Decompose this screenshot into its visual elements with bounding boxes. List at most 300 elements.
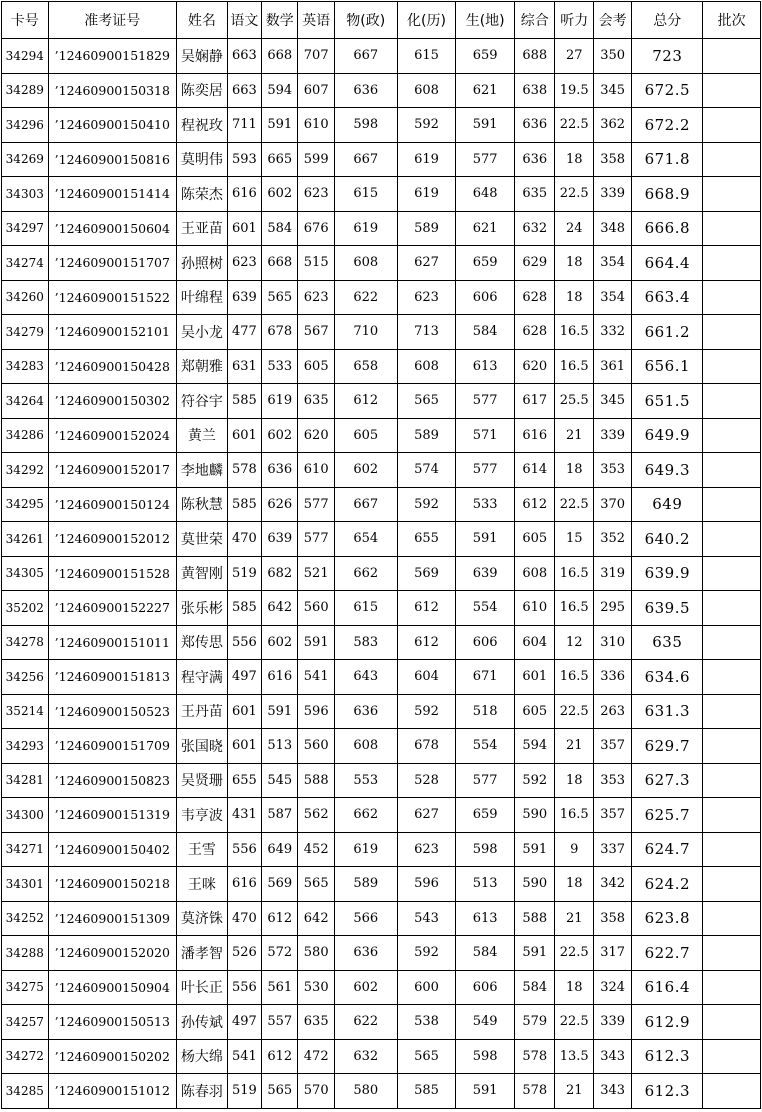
- biology-geography-score-cell: 554: [456, 591, 515, 626]
- exam-id-cell: ’12460900151829: [48, 39, 177, 74]
- math-score-cell: 665: [262, 142, 298, 177]
- total-score-cell: 639.9: [632, 556, 703, 591]
- chinese-score-cell: 593: [227, 142, 261, 177]
- card-number-cell: 34303: [2, 177, 49, 212]
- math-score-cell: 561: [262, 970, 298, 1005]
- total-score-cell: 623.8: [632, 901, 703, 936]
- total-score-cell: 639.5: [632, 591, 703, 626]
- chemistry-history-score-cell: 713: [397, 315, 456, 350]
- student-name-cell: 黄智刚: [177, 556, 228, 591]
- card-number-cell: 34272: [2, 1039, 49, 1074]
- math-score-cell: 591: [262, 108, 298, 143]
- comprehensive-score-cell: 578: [515, 1039, 555, 1074]
- biology-geography-score-cell: 584: [456, 315, 515, 350]
- proficiency-score-cell: 357: [593, 798, 631, 833]
- comprehensive-score-cell: 608: [515, 556, 555, 591]
- comprehensive-score-cell: 614: [515, 453, 555, 488]
- english-score-cell: 530: [298, 970, 334, 1005]
- chemistry-history-score-cell: 574: [397, 453, 456, 488]
- listening-score-cell: 21: [555, 1074, 593, 1109]
- listening-score-cell: 16.5: [555, 556, 593, 591]
- chemistry-history-score-cell: 538: [397, 1005, 456, 1040]
- biology-geography-score-cell: 606: [456, 280, 515, 315]
- batch-cell: [703, 73, 761, 108]
- listening-score-cell: 21: [555, 901, 593, 936]
- card-number-cell: 34264: [2, 384, 49, 419]
- chemistry-history-score-cell: 615: [397, 39, 456, 74]
- biology-geography-score-cell: 577: [456, 453, 515, 488]
- math-score-cell: 612: [262, 1039, 298, 1074]
- proficiency-score-cell: 362: [593, 108, 631, 143]
- table-row: [2, 142, 761, 177]
- total-score-cell: 671.8: [632, 142, 703, 177]
- physics-politics-score-cell: 566: [334, 901, 397, 936]
- english-score-cell: 599: [298, 142, 334, 177]
- exam-id-cell: ’12460900150202: [48, 1039, 177, 1074]
- biology-geography-score-cell: 613: [456, 349, 515, 384]
- biology-geography-score-cell: 591: [456, 522, 515, 557]
- total-score-cell: 612.3: [632, 1074, 703, 1109]
- comprehensive-score-cell: 594: [515, 729, 555, 764]
- chemistry-history-score-cell: 592: [397, 108, 456, 143]
- listening-score-cell: 16.5: [555, 349, 593, 384]
- comprehensive-score-cell: 588: [515, 901, 555, 936]
- biology-geography-score-cell: 621: [456, 73, 515, 108]
- comprehensive-score-cell: 636: [515, 142, 555, 177]
- student-name-cell: 郑传思: [177, 625, 228, 660]
- physics-politics-score-cell: 612: [334, 384, 397, 419]
- header-biology-geography: 生(地): [456, 2, 515, 39]
- listening-score-cell: 21: [555, 729, 593, 764]
- math-score-cell: 639: [262, 522, 298, 557]
- proficiency-score-cell: 339: [593, 418, 631, 453]
- math-score-cell: 513: [262, 729, 298, 764]
- listening-score-cell: 16.5: [555, 591, 593, 626]
- proficiency-score-cell: 361: [593, 349, 631, 384]
- comprehensive-score-cell: 628: [515, 280, 555, 315]
- chemistry-history-score-cell: 678: [397, 729, 456, 764]
- biology-geography-score-cell: 659: [456, 39, 515, 74]
- header-comprehensive: 综合: [515, 2, 555, 39]
- physics-politics-score-cell: 619: [334, 211, 397, 246]
- proficiency-score-cell: 324: [593, 970, 631, 1005]
- student-name-cell: 王丹苗: [177, 694, 228, 729]
- exam-id-cell: ’12460900150904: [48, 970, 177, 1005]
- batch-cell: [703, 798, 761, 833]
- math-score-cell: 565: [262, 280, 298, 315]
- proficiency-score-cell: 319: [593, 556, 631, 591]
- physics-politics-score-cell: 636: [334, 936, 397, 971]
- table-row: [2, 763, 761, 798]
- biology-geography-score-cell: 577: [456, 763, 515, 798]
- chinese-score-cell: 585: [227, 487, 261, 522]
- listening-score-cell: 16.5: [555, 315, 593, 350]
- card-number-cell: 34285: [2, 1074, 49, 1109]
- table-row: [2, 901, 761, 936]
- biology-geography-score-cell: 606: [456, 970, 515, 1005]
- header-batch: 批次: [703, 2, 761, 39]
- table-row: [2, 936, 761, 971]
- chemistry-history-score-cell: 589: [397, 418, 456, 453]
- comprehensive-score-cell: 638: [515, 73, 555, 108]
- english-score-cell: 623: [298, 280, 334, 315]
- header-card-no: 卡号: [2, 2, 49, 39]
- math-score-cell: 591: [262, 694, 298, 729]
- chinese-score-cell: 601: [227, 694, 261, 729]
- exam-id-cell: ’12460900152020: [48, 936, 177, 971]
- math-score-cell: 678: [262, 315, 298, 350]
- physics-politics-score-cell: 602: [334, 970, 397, 1005]
- biology-geography-score-cell: 598: [456, 832, 515, 867]
- physics-politics-score-cell: 615: [334, 591, 397, 626]
- math-score-cell: 572: [262, 936, 298, 971]
- exam-id-cell: ’12460900151522: [48, 280, 177, 315]
- math-score-cell: 557: [262, 1005, 298, 1040]
- card-number-cell: 34269: [2, 142, 49, 177]
- table-row: [2, 1039, 761, 1074]
- proficiency-score-cell: 295: [593, 591, 631, 626]
- table-row: [2, 453, 761, 488]
- chinese-score-cell: 631: [227, 349, 261, 384]
- card-number-cell: 34281: [2, 763, 49, 798]
- table-row: [2, 280, 761, 315]
- card-number-cell: 34300: [2, 798, 49, 833]
- physics-politics-score-cell: 662: [334, 798, 397, 833]
- english-score-cell: 562: [298, 798, 334, 833]
- card-number-cell: 34261: [2, 522, 49, 557]
- proficiency-score-cell: 345: [593, 384, 631, 419]
- batch-cell: [703, 39, 761, 74]
- batch-cell: [703, 867, 761, 902]
- proficiency-score-cell: 345: [593, 73, 631, 108]
- exam-id-cell: ’12460900151813: [48, 660, 177, 695]
- student-name-cell: 王亚苗: [177, 211, 228, 246]
- biology-geography-score-cell: 549: [456, 1005, 515, 1040]
- biology-geography-score-cell: 671: [456, 660, 515, 695]
- biology-geography-score-cell: 577: [456, 384, 515, 419]
- english-score-cell: 610: [298, 108, 334, 143]
- listening-score-cell: 19.5: [555, 73, 593, 108]
- proficiency-score-cell: 336: [593, 660, 631, 695]
- proficiency-score-cell: 263: [593, 694, 631, 729]
- score-table-body: [2, 39, 761, 1109]
- listening-score-cell: 22.5: [555, 108, 593, 143]
- physics-politics-score-cell: 662: [334, 556, 397, 591]
- listening-score-cell: 18: [555, 763, 593, 798]
- exam-id-cell: ’12460900152024: [48, 418, 177, 453]
- physics-politics-score-cell: 619: [334, 832, 397, 867]
- exam-id-cell: ’12460900151528: [48, 556, 177, 591]
- math-score-cell: 682: [262, 556, 298, 591]
- table-row: [2, 177, 761, 212]
- table-row: [2, 660, 761, 695]
- chinese-score-cell: 497: [227, 1005, 261, 1040]
- student-name-cell: 李地麟: [177, 453, 228, 488]
- comprehensive-score-cell: 579: [515, 1005, 555, 1040]
- proficiency-score-cell: 337: [593, 832, 631, 867]
- total-score-cell: 625.7: [632, 798, 703, 833]
- chinese-score-cell: 497: [227, 660, 261, 695]
- student-name-cell: 吴娴静: [177, 39, 228, 74]
- table-row: [2, 729, 761, 764]
- student-name-cell: 张国晓: [177, 729, 228, 764]
- batch-cell: [703, 1074, 761, 1109]
- comprehensive-score-cell: 590: [515, 798, 555, 833]
- proficiency-score-cell: 310: [593, 625, 631, 660]
- table-row: [2, 694, 761, 729]
- chinese-score-cell: 655: [227, 763, 261, 798]
- table-row: [2, 349, 761, 384]
- chemistry-history-score-cell: 623: [397, 832, 456, 867]
- card-number-cell: 34275: [2, 970, 49, 1005]
- biology-geography-score-cell: 554: [456, 729, 515, 764]
- english-score-cell: 610: [298, 453, 334, 488]
- english-score-cell: 567: [298, 315, 334, 350]
- chemistry-history-score-cell: 565: [397, 1039, 456, 1074]
- chinese-score-cell: 477: [227, 315, 261, 350]
- batch-cell: [703, 694, 761, 729]
- biology-geography-score-cell: 577: [456, 142, 515, 177]
- physics-politics-score-cell: 654: [334, 522, 397, 557]
- batch-cell: [703, 556, 761, 591]
- batch-cell: [703, 384, 761, 419]
- header-row: [2, 2, 761, 39]
- total-score-cell: 634.6: [632, 660, 703, 695]
- physics-politics-score-cell: 608: [334, 729, 397, 764]
- listening-score-cell: 18: [555, 280, 593, 315]
- chemistry-history-score-cell: 565: [397, 384, 456, 419]
- proficiency-score-cell: 342: [593, 867, 631, 902]
- header-chemistry-history: 化(历): [397, 2, 456, 39]
- english-score-cell: 541: [298, 660, 334, 695]
- exam-id-cell: ’12460900150523: [48, 694, 177, 729]
- listening-score-cell: 16.5: [555, 660, 593, 695]
- english-score-cell: 521: [298, 556, 334, 591]
- comprehensive-score-cell: 591: [515, 832, 555, 867]
- listening-score-cell: 9: [555, 832, 593, 867]
- table-row: [2, 625, 761, 660]
- chemistry-history-score-cell: 627: [397, 246, 456, 281]
- chinese-score-cell: 526: [227, 936, 261, 971]
- chemistry-history-score-cell: 543: [397, 901, 456, 936]
- batch-cell: [703, 591, 761, 626]
- biology-geography-score-cell: 533: [456, 487, 515, 522]
- chinese-score-cell: 663: [227, 39, 261, 74]
- chemistry-history-score-cell: 592: [397, 487, 456, 522]
- listening-score-cell: 18: [555, 867, 593, 902]
- chinese-score-cell: 556: [227, 970, 261, 1005]
- listening-score-cell: 18: [555, 142, 593, 177]
- batch-cell: [703, 970, 761, 1005]
- physics-politics-score-cell: 667: [334, 142, 397, 177]
- header-name: 姓名: [177, 2, 228, 39]
- header-physics-politics: 物(政): [334, 2, 397, 39]
- math-score-cell: 668: [262, 246, 298, 281]
- proficiency-score-cell: 339: [593, 1005, 631, 1040]
- biology-geography-score-cell: 639: [456, 556, 515, 591]
- total-score-cell: 656.1: [632, 349, 703, 384]
- math-score-cell: 533: [262, 349, 298, 384]
- header-math: 数学: [262, 2, 298, 39]
- batch-cell: [703, 108, 761, 143]
- english-score-cell: 452: [298, 832, 334, 867]
- exam-id-cell: ’12460900150513: [48, 1005, 177, 1040]
- student-name-cell: 叶长正: [177, 970, 228, 1005]
- total-score-cell: 649.9: [632, 418, 703, 453]
- exam-id-cell: ’12460900150218: [48, 867, 177, 902]
- biology-geography-score-cell: 571: [456, 418, 515, 453]
- total-score-cell: 723: [632, 39, 703, 74]
- comprehensive-score-cell: 605: [515, 694, 555, 729]
- english-score-cell: 642: [298, 901, 334, 936]
- chemistry-history-score-cell: 612: [397, 591, 456, 626]
- physics-politics-score-cell: 632: [334, 1039, 397, 1074]
- total-score-cell: 649: [632, 487, 703, 522]
- listening-score-cell: 25.5: [555, 384, 593, 419]
- listening-score-cell: 12: [555, 625, 593, 660]
- math-score-cell: 612: [262, 901, 298, 936]
- physics-politics-score-cell: 583: [334, 625, 397, 660]
- student-name-cell: 符谷宇: [177, 384, 228, 419]
- total-score-cell: 651.5: [632, 384, 703, 419]
- card-number-cell: 34256: [2, 660, 49, 695]
- physics-politics-score-cell: 667: [334, 487, 397, 522]
- table-row: [2, 39, 761, 74]
- physics-politics-score-cell: 710: [334, 315, 397, 350]
- chinese-score-cell: 601: [227, 418, 261, 453]
- batch-cell: [703, 763, 761, 798]
- table-row: [2, 1005, 761, 1040]
- table-row: [2, 798, 761, 833]
- math-score-cell: 569: [262, 867, 298, 902]
- batch-cell: [703, 1039, 761, 1074]
- proficiency-score-cell: 348: [593, 211, 631, 246]
- english-score-cell: 560: [298, 729, 334, 764]
- chemistry-history-score-cell: 585: [397, 1074, 456, 1109]
- exam-id-cell: ’12460900150402: [48, 832, 177, 867]
- physics-politics-score-cell: 643: [334, 660, 397, 695]
- exam-id-cell: ’12460900150318: [48, 73, 177, 108]
- exam-id-cell: ’12460900151012: [48, 1074, 177, 1109]
- card-number-cell: 35202: [2, 591, 49, 626]
- math-score-cell: 626: [262, 487, 298, 522]
- math-score-cell: 545: [262, 763, 298, 798]
- card-number-cell: 35214: [2, 694, 49, 729]
- batch-cell: [703, 729, 761, 764]
- english-score-cell: 565: [298, 867, 334, 902]
- english-score-cell: 472: [298, 1039, 334, 1074]
- comprehensive-score-cell: 605: [515, 522, 555, 557]
- comprehensive-score-cell: 635: [515, 177, 555, 212]
- student-name-cell: 陈春羽: [177, 1074, 228, 1109]
- batch-cell: [703, 832, 761, 867]
- listening-score-cell: 22.5: [555, 177, 593, 212]
- physics-politics-score-cell: 553: [334, 763, 397, 798]
- chinese-score-cell: 431: [227, 798, 261, 833]
- listening-score-cell: 24: [555, 211, 593, 246]
- student-name-cell: 莫济铢: [177, 901, 228, 936]
- math-score-cell: 636: [262, 453, 298, 488]
- batch-cell: [703, 246, 761, 281]
- chemistry-history-score-cell: 619: [397, 142, 456, 177]
- student-name-cell: 孙传斌: [177, 1005, 228, 1040]
- batch-cell: [703, 315, 761, 350]
- chinese-score-cell: 663: [227, 73, 261, 108]
- english-score-cell: 605: [298, 349, 334, 384]
- student-name-cell: 孙照树: [177, 246, 228, 281]
- total-score-cell: 663.4: [632, 280, 703, 315]
- exam-id-cell: ’12460900151709: [48, 729, 177, 764]
- proficiency-score-cell: 332: [593, 315, 631, 350]
- proficiency-score-cell: 343: [593, 1039, 631, 1074]
- chinese-score-cell: 556: [227, 832, 261, 867]
- math-score-cell: 602: [262, 625, 298, 660]
- student-name-cell: 陈奕居: [177, 73, 228, 108]
- english-score-cell: 591: [298, 625, 334, 660]
- physics-politics-score-cell: 636: [334, 694, 397, 729]
- student-name-cell: 叶绵程: [177, 280, 228, 315]
- biology-geography-score-cell: 613: [456, 901, 515, 936]
- table-row: [2, 246, 761, 281]
- biology-geography-score-cell: 591: [456, 1074, 515, 1109]
- batch-cell: [703, 625, 761, 660]
- student-name-cell: 杨大绵: [177, 1039, 228, 1074]
- header-total: 总分: [632, 2, 703, 39]
- chemistry-history-score-cell: 627: [397, 798, 456, 833]
- math-score-cell: 602: [262, 177, 298, 212]
- student-name-cell: 莫明伟: [177, 142, 228, 177]
- proficiency-score-cell: 317: [593, 936, 631, 971]
- card-number-cell: 34257: [2, 1005, 49, 1040]
- header-listening: 听力: [555, 2, 593, 39]
- chemistry-history-score-cell: 569: [397, 556, 456, 591]
- card-number-cell: 34274: [2, 246, 49, 281]
- exam-id-cell: ’12460900152012: [48, 522, 177, 557]
- chinese-score-cell: 541: [227, 1039, 261, 1074]
- english-score-cell: 577: [298, 487, 334, 522]
- physics-politics-score-cell: 605: [334, 418, 397, 453]
- total-score-cell: 649.3: [632, 453, 703, 488]
- table-row: [2, 1074, 761, 1109]
- physics-politics-score-cell: 589: [334, 867, 397, 902]
- exam-id-cell: ’12460900150604: [48, 211, 177, 246]
- listening-score-cell: 18: [555, 453, 593, 488]
- chinese-score-cell: 519: [227, 556, 261, 591]
- comprehensive-score-cell: 590: [515, 867, 555, 902]
- batch-cell: [703, 522, 761, 557]
- physics-politics-score-cell: 622: [334, 280, 397, 315]
- exam-id-cell: ’12460900150302: [48, 384, 177, 419]
- card-number-cell: 34283: [2, 349, 49, 384]
- biology-geography-score-cell: 606: [456, 625, 515, 660]
- student-name-cell: 郑朝雅: [177, 349, 228, 384]
- exam-id-cell: ’12460900151011: [48, 625, 177, 660]
- biology-geography-score-cell: 518: [456, 694, 515, 729]
- math-score-cell: 602: [262, 418, 298, 453]
- card-number-cell: 34293: [2, 729, 49, 764]
- chinese-score-cell: 585: [227, 591, 261, 626]
- card-number-cell: 34271: [2, 832, 49, 867]
- student-name-cell: 潘孝智: [177, 936, 228, 971]
- biology-geography-score-cell: 584: [456, 936, 515, 971]
- math-score-cell: 565: [262, 1074, 298, 1109]
- batch-cell: [703, 453, 761, 488]
- total-score-cell: 631.3: [632, 694, 703, 729]
- batch-cell: [703, 211, 761, 246]
- listening-score-cell: 16.5: [555, 798, 593, 833]
- table-row: [2, 867, 761, 902]
- exam-id-cell: ’12460900150428: [48, 349, 177, 384]
